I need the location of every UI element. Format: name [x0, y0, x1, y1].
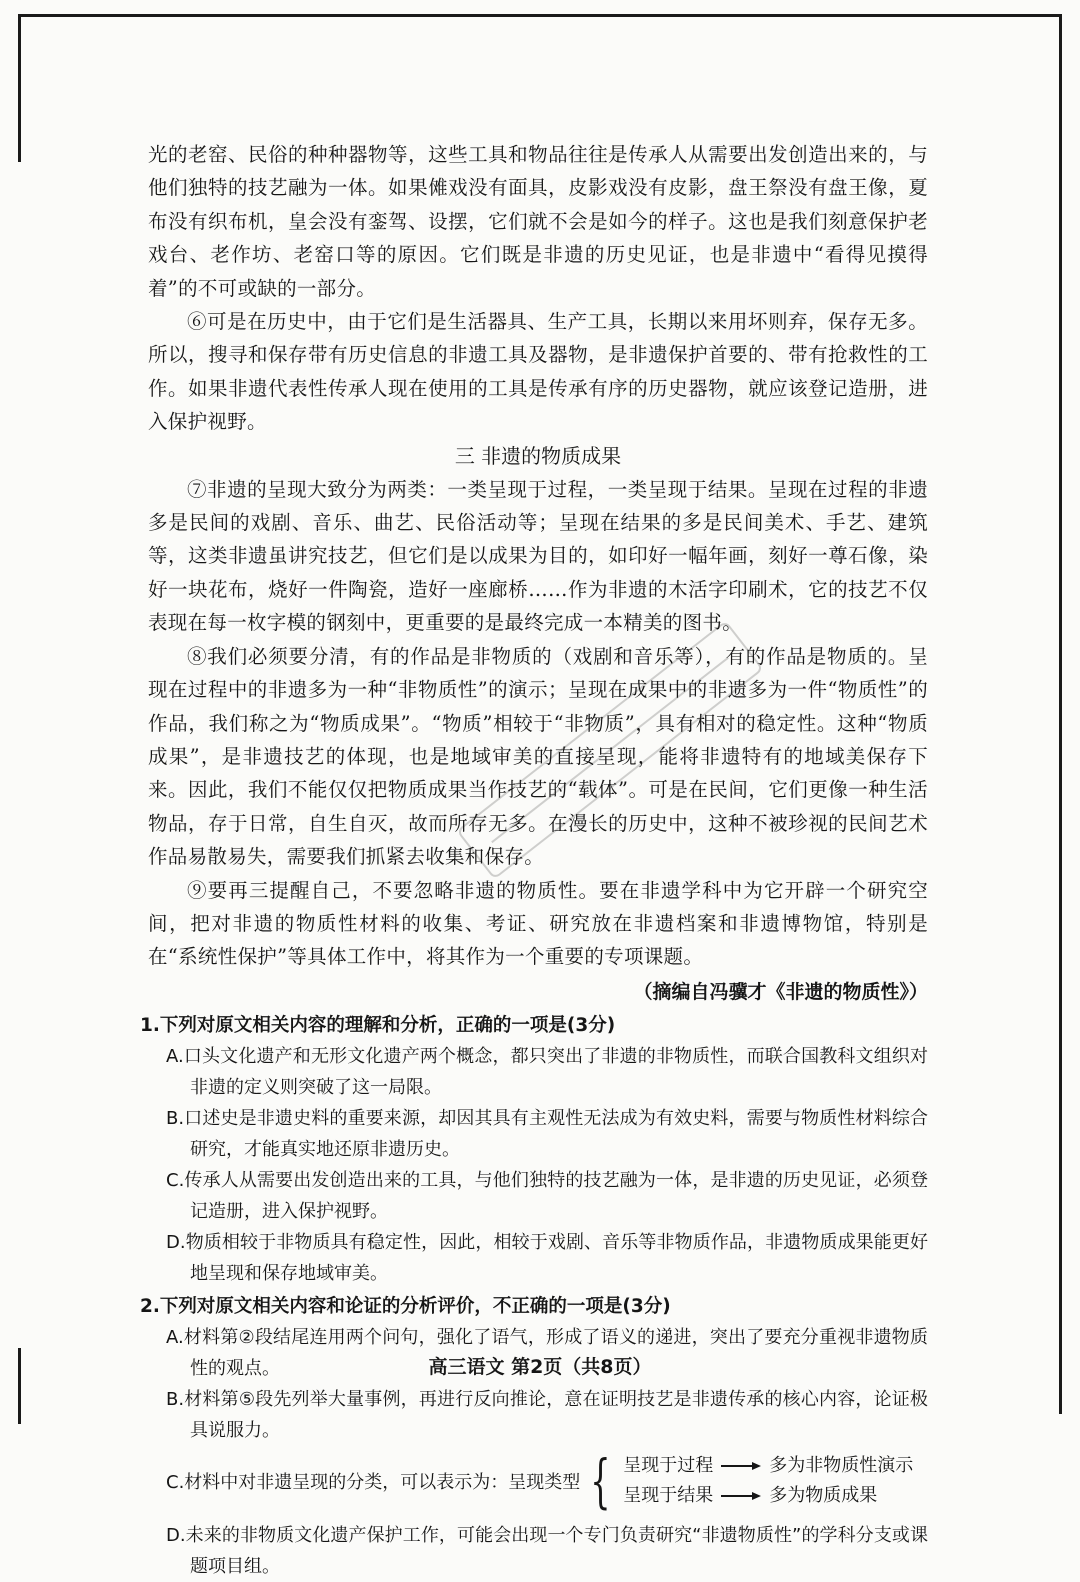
option-c-branch-process — [623, 1452, 913, 1480]
question-2-option-b[interactable]: B.材料第⑤段先列举大量事例，再进行反向推论，意在证明技艺是非遗传承的核心内容，论证极具说服力。 — [166, 1388, 928, 1441]
branch-process-label: 呈现于过程 — [623, 1454, 714, 1476]
question-1-option-c[interactable]: C.传承人从需要出发创造出来的工具，与他们独特的技艺融为一体，是非遗的历史见证，必须登记造册，进入保护视野。 — [166, 1169, 928, 1222]
question-2-option-a[interactable]: A.材料第②段结尾连用两个问句，强化了语气，形成了语义的递进，突出了要充分重视非遗物质性的观点。 — [166, 1326, 928, 1379]
branch-result-result: 多为物质成果 — [769, 1484, 878, 1506]
branch-result-label: 呈现于结果 — [623, 1484, 714, 1506]
question-1-option-d[interactable]: D.物质相较于非物质具有稳定性，因此，相较于戏剧、音乐等非物质作品，非遗物质成果能更好地呈现和保存地域审美。 — [166, 1231, 928, 1284]
question-2-option-d[interactable]: D.未来的非物质文化遗产保护工作，可能会出现一个专门负责研究“非遗物质性”的学科分支或课题项目组。 — [166, 1524, 928, 1577]
option-c-root: 呈现类型 — [508, 1471, 581, 1493]
page-footer: 高三语文 第2页（共8页） — [428, 1356, 652, 1378]
option-c-branches — [623, 1452, 913, 1510]
passage-paragraph-7: ⑦非遗的呈现大致分为两类：一类呈现于过程，一类呈现于结果。呈现在过程的非遗多是民间的戏剧、音乐、曲艺、民俗活动等；呈现在结果的多是民间美术、手艺、建筑等，这类非遗虽讲究技艺，但它们是以成果为目的，如印好一幅年画，刻好一尊石像，染好一块花布，烧好一件陶瓷，造好一座廊桥……作为非遗的木活字印刷术，它的技艺不仅表现在每一枚字模的钢刻中，更重要的是最终完成一本精美的图书。 — [148, 477, 928, 635]
passage-paragraph-5-continued: 光的老窑、民俗的种种器物等，这些工具和物品往往是传承人从需要出发创造出来的，与他们独特的技艺融为一体。如果傩戏没有面具，皮影戏没有皮影，盘王祭没有盘王像，夏布没有织布机，皇会没有銮驾、设摆，它们就不会是如今的样子。这也是我们刻意保护老戏台、老作坊、老窑口等的原因。它们既是非遗的历史见证，也是非遗中“看得见摸得着”的不可或缺的一部分。 — [148, 143, 928, 300]
question-2-option-c[interactable] — [166, 1446, 928, 1515]
question-1-stem: 1.下列对原文相关内容的理解和分析，正确的一项是(3分) — [140, 1014, 616, 1036]
right-arrow-icon — [721, 1491, 761, 1501]
question-1-option-b[interactable]: B.口述史是非遗史料的重要来源，却因其具有主观性无法成为有效史料，需要与物质性材料综合研究，才能真实地还原非遗历史。 — [166, 1107, 928, 1160]
page-border-left-top — [18, 14, 21, 162]
section-title: 三 非遗的物质成果 — [454, 443, 622, 468]
passage-paragraph-6: ⑥可是在历史中，由于它们是生活器具、生产工具，长期以来用坏则弃，保存无多。所以，搜寻和保存带有历史信息的非遗工具及器物，是非遗保护首要的、带有抢救性的工作。如果非遗代表性传承人现在使用的工具是传承有序的历史器物，就应该登记造册，进入保护视野。 — [148, 310, 928, 434]
question-1-option-a[interactable]: A.口头文化遗产和无形文化遗产两个概念，都只突出了非遗的非物质性，而联合国教科文组织对非遗的定义则突破了这一局限。 — [166, 1045, 928, 1098]
option-c-prefix: C.材料中对非遗呈现的分类，可以表示为： — [166, 1471, 509, 1493]
passage-source: （摘编自冯骥才《非遗的物质性》） — [633, 980, 928, 1003]
left-brace-icon: { — [590, 1446, 611, 1515]
option-c-branch-result — [623, 1482, 913, 1510]
right-arrow-icon — [721, 1461, 761, 1471]
branch-process-result: 多为非物质性演示 — [769, 1454, 914, 1476]
question-2-stem: 2.下列对原文相关内容和论证的分析评价，不正确的一项是(3分) — [140, 1295, 671, 1317]
passage-paragraph-9: ⑨要再三提醒自己，不要忽略非遗的物质性。要在非遗学科中为它开辟一个研究空间，把对非遗的物质性材料的收集、考证、研究放在非遗档案和非遗博物馆，特别是在“系统性保护”等具体工作中，将其作为一个重要的专项课题。 — [148, 878, 928, 969]
passage-paragraph-8: ⑧我们必须要分清，有的作品是非物质的（戏剧和音乐等），有的作品是物质的。呈现在过程中的非遗多为一种“非物质性”的演示；呈现在成果中的非遗多为一件“物质性”的作品，我们称之为“物质成果”。“物质”相较于“非物质”，具有相对的稳定性。这种“物质成果”，是非遗技艺的体现，也是地域审美的直接呈现，能将非遗特有的地域美保存下来。因此，我们不能仅仅把物质成果当作技艺的“载体”。可是在民间，它们更像一种生活物品，存于日常，自生自灭，故而所存无多。在漫长的历史中，这种不被珍视的民间艺术作品易散易失，需要我们抓紧去收集和保存。 — [148, 644, 928, 869]
page-border-top — [18, 14, 1062, 17]
page-border-right — [1059, 14, 1062, 1414]
